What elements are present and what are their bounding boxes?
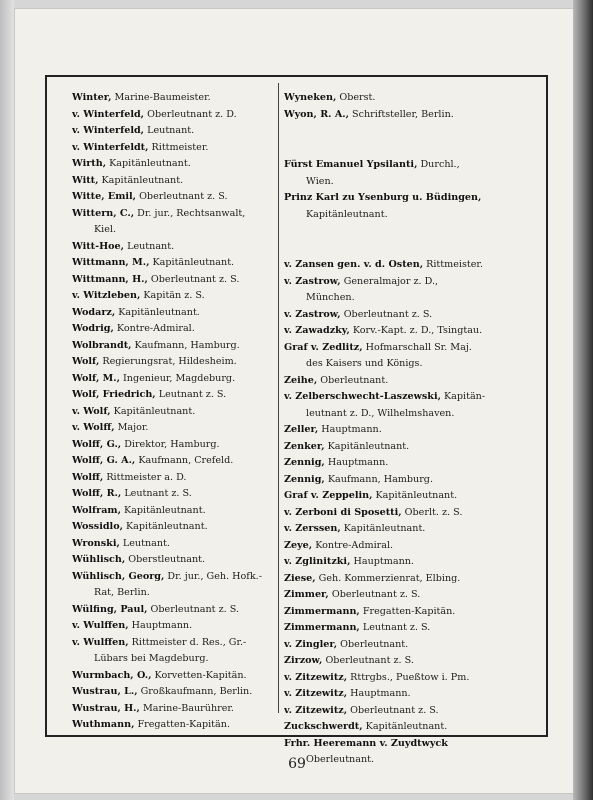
directory-entry [284, 703, 536, 720]
entry-description: Hauptmann. [353, 556, 414, 567]
entry-description: Hauptmann. [131, 620, 193, 631]
entry-name: Wyneken, [284, 92, 337, 103]
entry-name: v. Zitzewitz, [284, 688, 348, 699]
entry-description: Leutnant. [122, 537, 170, 549]
entry-name: Wolf, [72, 356, 100, 367]
entry-description: Rittmeister d. Res., Gr.- [131, 636, 247, 648]
entry-name: Wustrau, H., [72, 702, 140, 714]
directory-entry [284, 554, 536, 571]
entry-description: Kapitänleutnant. [124, 504, 206, 516]
entry-name: Zeller, [284, 424, 319, 435]
directory-entry [284, 107, 536, 124]
entry-name: Wittmann, H., [72, 273, 148, 285]
entry-name: Wolff, [72, 471, 104, 483]
entry-name: v. Wolff, [72, 422, 115, 433]
directory-entry [284, 521, 536, 538]
directory-entry [72, 635, 272, 652]
entry-name: Zeye, [284, 539, 313, 551]
entry-name: v. Winterfeld, [72, 108, 145, 120]
entry-description: Lübars bei Magdeburg. [94, 653, 209, 664]
entry-description: Dr. jur., Rechtsanwalt, [137, 207, 246, 219]
entry-description: Kontre-Admiral. [315, 539, 394, 551]
directory-entry [72, 552, 272, 569]
entry-description: Direktor, Hamburg. [124, 438, 220, 450]
entry-description: Korvetten-Kapitän. [154, 669, 247, 681]
entry-name: Wronski, [72, 537, 120, 549]
entry-name: v. Zitzewitz, [284, 671, 348, 683]
directory-entry [284, 422, 536, 439]
directory-entry [72, 602, 272, 619]
directory-entry [284, 604, 536, 621]
entry-name: Graf v. Zedlitz, [284, 341, 363, 353]
entry-name: Witt-Hoe, [72, 240, 125, 252]
entry-name: Witte, Emil, [72, 191, 136, 202]
directory-entry [284, 274, 536, 291]
entry-description: Kiel. [94, 224, 117, 235]
directory-entry [72, 668, 272, 685]
entry-description: Schriftsteller, Berlin. [352, 108, 454, 120]
directory-entry [72, 288, 272, 305]
entry-name: Wolff, G., [72, 438, 122, 450]
entry-name: Zeihe, [284, 374, 318, 386]
entry-description: Kapitän z. S. [143, 290, 205, 301]
entry-name: Wodarz, [72, 306, 116, 318]
entry-description: Kapitänleutnant. [101, 174, 184, 186]
directory-entry [284, 505, 536, 522]
directory-entry [284, 620, 536, 637]
book-gutter-left [0, 0, 14, 800]
entry-name: Zennig, [284, 473, 325, 485]
entry-name: Zennig, [284, 457, 325, 468]
directory-entry [72, 437, 272, 454]
entry-description: Leutnant z. S. [124, 488, 192, 499]
entry-description: Rittmeister a. D. [106, 471, 187, 483]
entry-name: v. Zawadzky, [284, 325, 350, 336]
entry-description: München. [306, 292, 355, 303]
directory-entry [284, 637, 536, 654]
entry-description: leutnant z. D., Wilhelmshaven. [306, 407, 455, 419]
entry-description: Kapitänleutnant. [343, 523, 426, 534]
entry-description: Leutnant. [147, 125, 195, 136]
directory-entry [72, 90, 272, 107]
directory-entry [72, 536, 272, 553]
entry-description: Major. [117, 422, 149, 433]
entry-description: Oberstleutnant. [128, 554, 206, 565]
entry-name: v. Zansen gen. v. d. Osten, [284, 259, 424, 270]
entry-description: Kapitänleutnant. [375, 490, 458, 501]
entry-name: Fürst Emanuel Ypsilanti, [284, 159, 418, 170]
entry-name: v. Zerssen, [284, 523, 341, 534]
entry-continuation [284, 290, 536, 307]
directory-entry [72, 569, 272, 586]
entry-description: Marine-Baumeister. [114, 92, 211, 103]
entry-continuation [284, 406, 536, 423]
entry-description: Kapitänleutnant. [118, 306, 200, 318]
directory-entry [284, 257, 536, 274]
directory-entry [284, 587, 536, 604]
entry-description: Kaufmann, Hamburg. [134, 339, 240, 351]
directory-entry [72, 519, 272, 536]
entry-description: Oberleutnant z. S. [150, 273, 240, 285]
directory-entry [284, 488, 536, 505]
entry-name: v. Wulffen, [72, 636, 129, 648]
directory-entry [284, 472, 536, 489]
directory-entry [284, 571, 536, 588]
directory-entry [284, 373, 536, 390]
directory-entry [72, 239, 272, 256]
column-divider [278, 83, 279, 713]
entry-description: Oberleutnant. [340, 638, 409, 650]
directory-entry [72, 470, 272, 487]
directory-entry [284, 736, 536, 753]
book-page [14, 8, 580, 794]
entry-description: Rittmeister. [151, 141, 209, 153]
entry-name: Zirzow, [284, 655, 323, 666]
directory-entry [284, 455, 536, 472]
entry-continuation [72, 585, 272, 602]
directory-entry [284, 157, 536, 174]
entry-name: Zimmermann, [284, 622, 360, 633]
entry-description: Kontre-Admiral. [116, 323, 195, 334]
directory-entry [72, 140, 272, 157]
entry-name: Wühlisch, Georg, [72, 570, 165, 582]
entry-description: des Kaisers und Königs. [306, 358, 423, 369]
entry-name: Wirth, [72, 158, 107, 169]
entry-description: Leutnant. [127, 240, 175, 252]
entry-description: Marine-Baurührer. [142, 702, 234, 714]
page-number: 69 [288, 756, 306, 772]
entry-description: Hofmarschall Sr. Maj. [365, 341, 472, 353]
directory-entry [72, 338, 272, 355]
entry-description: Geh. Kommerzienrat, Elbing. [318, 572, 461, 584]
entry-description: Fregatten-Kapitän. [137, 719, 230, 730]
entry-description: Ingenieur, Magdeburg. [123, 372, 236, 384]
entry-description: Oberleutnant z. D. [147, 108, 237, 120]
entry-description: Hauptmann. [321, 424, 382, 435]
entry-description: Kapitänleutnant. [365, 721, 448, 732]
entry-description: Leutnant z. S. [158, 389, 227, 400]
entry-description: Dr. jur., Geh. Hofk.- [167, 570, 262, 582]
entry-description: Oberleutnant z. S. [150, 603, 240, 615]
entry-name: v. Zglinitzki, [284, 556, 351, 567]
directory-entry [72, 156, 272, 173]
entry-name: v. Winterfeldt, [72, 141, 149, 153]
entry-continuation [284, 356, 536, 373]
entry-name: Zimmermann, [284, 605, 360, 617]
entry-name: v. Zelberschwecht-Laszewski, [284, 391, 441, 402]
entry-description: Generalmajor z. D., [343, 275, 439, 287]
directory-entry [284, 686, 536, 703]
entry-name: v. Wulffen, [72, 620, 129, 631]
directory-entry [72, 404, 272, 421]
entry-description: Oberlt. z. S. [404, 506, 463, 518]
entry-description: Großkaufmann, Berlin. [140, 686, 253, 697]
directory-entry [284, 670, 536, 687]
entry-name: v. Zastrow, [284, 308, 341, 320]
entry-description: Kapitänleutnant. [152, 257, 235, 268]
directory-entry [284, 90, 536, 107]
entry-description: Oberleutnant z. S. [350, 704, 439, 716]
directory-entry [72, 486, 272, 503]
entry-name: Wülfing, Paul, [72, 603, 148, 615]
entry-name: v. Zitzewitz, [284, 704, 348, 716]
entry-description: Korv.-Kapt. z. D., Tsingtau. [352, 325, 483, 336]
directory-entry [284, 653, 536, 670]
directory-entry [284, 190, 536, 207]
entry-description: Oberleutnant z. S. [139, 191, 228, 202]
directory-entry [72, 618, 272, 635]
directory-entry [284, 439, 536, 456]
entry-name: Wurmbach, O., [72, 669, 152, 681]
entry-name: Wolf, M., [72, 372, 120, 384]
entry-name: Wittern, C., [72, 207, 135, 219]
entry-name: Wühlisch, [72, 554, 126, 565]
entry-description: Oberleutnant z. S. [343, 308, 433, 320]
entry-name: Ziese, [284, 572, 316, 584]
entry-description: Leutnant z. S. [362, 622, 431, 633]
directory-entry [284, 307, 536, 324]
entry-description: Oberleutnant. [306, 754, 375, 765]
directory-entry [284, 719, 536, 736]
entry-description: Fregatten-Kapitän. [362, 605, 456, 617]
directory-entry [72, 420, 272, 437]
directory-entry [72, 255, 272, 272]
directory-entry [72, 305, 272, 322]
directory-entry [72, 387, 272, 404]
directory-entry [284, 323, 536, 340]
entry-description: Oberst. [339, 92, 376, 103]
entry-name: Witt, [72, 174, 99, 186]
entry-name: Wolff, G. A., [72, 455, 136, 466]
entry-name: Winter, [72, 92, 112, 103]
left-column [72, 90, 272, 734]
entry-name: Wittmann, M., [72, 257, 150, 268]
entry-name: Wossidlo, [72, 521, 123, 532]
entry-description: Kapitänleutnant. [327, 440, 410, 452]
entry-description: Wien. [306, 175, 334, 187]
entry-name: Wolf, Friedrich, [72, 389, 156, 400]
entry-name: v. Winterfeld, [72, 125, 145, 136]
entry-name: Wolff, R., [72, 488, 122, 499]
entry-continuation [72, 222, 272, 239]
entry-description: Rittmeister. [426, 259, 484, 270]
entry-name: Zimmer, [284, 589, 329, 600]
entry-name: Zuckschwerdt, [284, 721, 363, 732]
entry-name: Wolfram, [72, 504, 121, 516]
entry-description: Oberleutnant z. S. [331, 589, 421, 600]
directory-entry [72, 503, 272, 520]
directory-entry [72, 453, 272, 470]
entry-name: Wyon, R. A., [284, 108, 349, 120]
entry-name: Zenker, [284, 440, 325, 452]
entry-name: Wolbrandt, [72, 339, 132, 351]
directory-entry [72, 701, 272, 718]
entry-description: Regierungsrat, Hildesheim. [102, 356, 237, 367]
entry-name: v. Zingler, [284, 638, 338, 650]
directory-entry [72, 189, 272, 206]
entry-name: Wuthmann, [72, 719, 135, 730]
entry-name: Wustrau, L., [72, 686, 138, 697]
directory-entry [72, 321, 272, 338]
entry-description: Hauptmann. [350, 688, 411, 699]
entry-name: Frhr. Heeremann v. Zuydtwyck [284, 737, 448, 749]
entry-description: Kapitänleutnant. [109, 158, 191, 169]
entry-description: Oberleutnant z. S. [325, 655, 414, 666]
directory-entry [72, 173, 272, 190]
entry-name: v. Zerboni di Sposetti, [284, 506, 402, 518]
directory-entry [72, 354, 272, 371]
entry-name: Prinz Karl zu Ysenburg u. Büdingen, [284, 192, 482, 203]
entry-description: Durchl., [420, 159, 460, 170]
book-spine-shadow [573, 0, 593, 800]
entry-name: Graf v. Zeppelin, [284, 490, 373, 501]
entry-description: Rttrgbs., Pueßtow i. Pm. [350, 671, 470, 683]
entry-description: Kapitänleutnant. [126, 521, 208, 532]
entry-description: Kapitänleutnant. [306, 208, 388, 220]
entry-description: Oberleutnant. [320, 374, 389, 386]
entry-name: v. Wolf, [72, 405, 111, 417]
entry-description: Kapitän- [444, 391, 486, 402]
directory-entry [284, 340, 536, 357]
directory-entry [284, 389, 536, 406]
directory-entry [72, 272, 272, 289]
right-column [284, 90, 536, 769]
directory-entry [72, 371, 272, 388]
entry-description: Kapitänleutnant. [113, 405, 196, 417]
section-gap [284, 123, 536, 157]
directory-entry [72, 717, 272, 734]
entry-description: Rat, Berlin. [94, 587, 150, 598]
entry-name: v. Witzleben, [72, 290, 141, 301]
directory-entry [72, 206, 272, 223]
directory-entry [72, 107, 272, 124]
entry-continuation [284, 207, 536, 224]
entry-name: Wodrig, [72, 323, 114, 334]
entry-name: v. Zastrow, [284, 275, 341, 287]
entry-description: Kaufmann, Crefeld. [138, 455, 234, 466]
entry-description: Hauptmann. [327, 457, 389, 468]
directory-entry [72, 123, 272, 140]
entry-continuation [284, 174, 536, 191]
entry-continuation [72, 651, 272, 668]
entry-description: Kaufmann, Hamburg. [327, 473, 433, 485]
section-gap [284, 223, 536, 257]
directory-entry [72, 684, 272, 701]
directory-entry [284, 538, 536, 555]
